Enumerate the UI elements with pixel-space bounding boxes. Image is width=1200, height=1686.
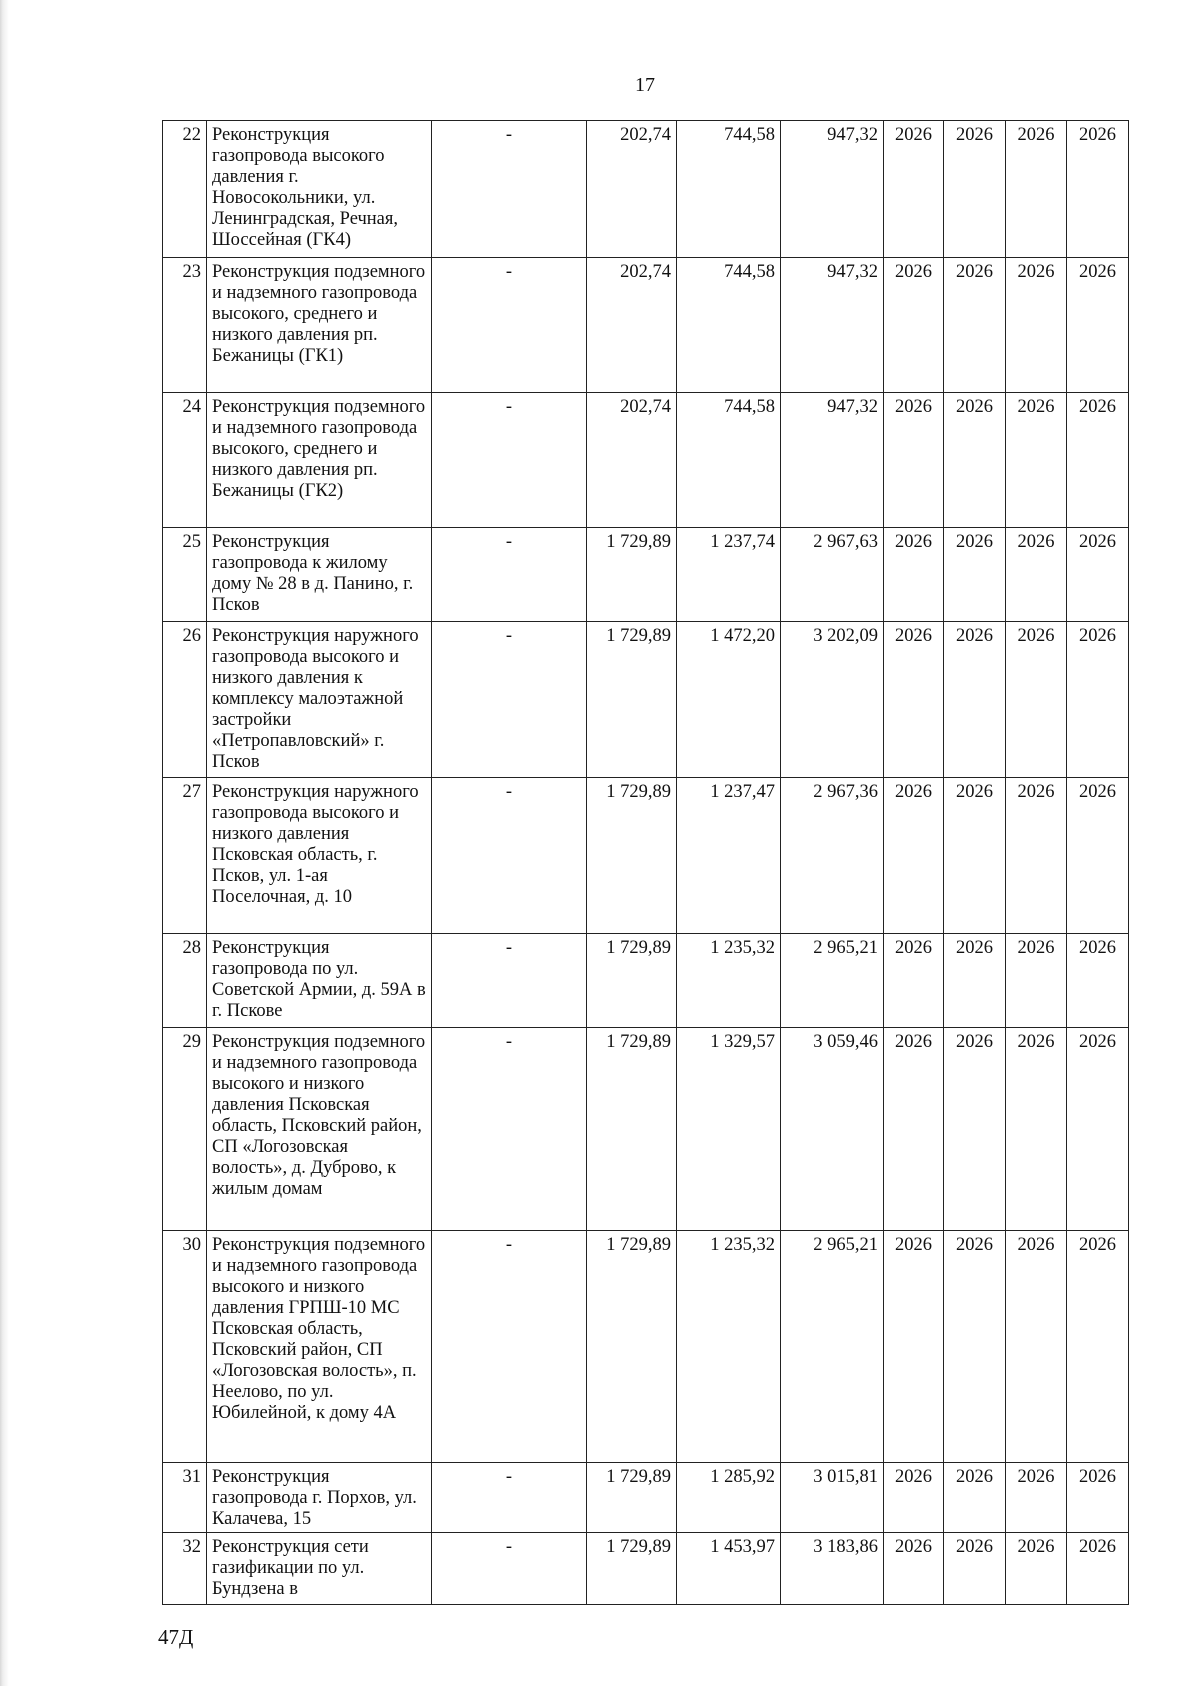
value-cell: 744,58 xyxy=(677,258,781,393)
empty-value-dash: - xyxy=(432,528,587,622)
value-cell: 1 729,89 xyxy=(587,528,677,622)
total-cell: 3 059,46 xyxy=(781,1028,884,1231)
year-cell: 2026 xyxy=(1067,393,1129,528)
year-cell: 2026 xyxy=(944,1028,1006,1231)
row-number: 31 xyxy=(163,1463,207,1533)
year-cell: 2026 xyxy=(884,393,944,528)
scan-edge xyxy=(0,0,10,1686)
empty-value-dash: - xyxy=(432,258,587,393)
table-row xyxy=(163,934,1129,1028)
year-cell: 2026 xyxy=(1006,1231,1067,1463)
year-cell: 2026 xyxy=(1006,393,1067,528)
value-cell: 1 329,57 xyxy=(677,1028,781,1231)
year-cell: 2026 xyxy=(1067,1231,1129,1463)
total-cell: 2 965,21 xyxy=(781,1231,884,1463)
year-cell: 2026 xyxy=(944,1533,1006,1605)
year-cell: 2026 xyxy=(1067,1533,1129,1605)
year-cell: 2026 xyxy=(1006,1463,1067,1533)
year-cell: 2026 xyxy=(1067,121,1129,258)
empty-value-dash: - xyxy=(432,393,587,528)
year-cell: 2026 xyxy=(1006,121,1067,258)
total-cell: 2 967,36 xyxy=(781,778,884,934)
object-name: Реконструкция подземного и надземного газопровода высокого, среднего и низкого давления рп. Бежаницы (ГК2) xyxy=(207,393,432,528)
table-row xyxy=(163,1028,1129,1231)
total-cell: 2 965,21 xyxy=(781,934,884,1028)
year-cell: 2026 xyxy=(1067,528,1129,622)
year-cell: 2026 xyxy=(944,528,1006,622)
object-name: Реконструкция сети газификации по ул. Бундзена в xyxy=(207,1533,432,1605)
value-cell: 1 729,89 xyxy=(587,1231,677,1463)
value-cell: 1 285,92 xyxy=(677,1463,781,1533)
year-cell: 2026 xyxy=(944,258,1006,393)
table-row xyxy=(163,622,1129,778)
row-number: 22 xyxy=(163,121,207,258)
object-name: Реконструкция газопровода к жилому дому № 28 в д. Панино, г. Псков xyxy=(207,528,432,622)
footer-code: 47Д xyxy=(158,1625,194,1649)
table-row xyxy=(163,121,1129,258)
value-cell: 202,74 xyxy=(587,393,677,528)
year-cell: 2026 xyxy=(884,778,944,934)
empty-value-dash: - xyxy=(432,778,587,934)
year-cell: 2026 xyxy=(884,258,944,393)
object-name: Реконструкция подземного и надземного газопровода высокого, среднего и низкого давления рп. Бежаницы (ГК1) xyxy=(207,258,432,393)
value-cell: 1 729,89 xyxy=(587,1533,677,1605)
year-cell: 2026 xyxy=(944,778,1006,934)
row-number: 23 xyxy=(163,258,207,393)
object-name: Реконструкция подземного и надземного газопровода высокого и низкого давления Псковская область, Псковский район, СП «Логозовская волость», д. Дуброво, к жилым домам xyxy=(207,1028,432,1231)
year-cell: 2026 xyxy=(944,121,1006,258)
value-cell: 1 237,74 xyxy=(677,528,781,622)
year-cell: 2026 xyxy=(1006,1028,1067,1231)
year-cell: 2026 xyxy=(1006,622,1067,778)
table-row xyxy=(163,393,1129,528)
value-cell: 1 729,89 xyxy=(587,934,677,1028)
year-cell: 2026 xyxy=(1006,778,1067,934)
empty-value-dash: - xyxy=(432,1028,587,1231)
value-cell: 744,58 xyxy=(677,121,781,258)
empty-value-dash: - xyxy=(432,121,587,258)
year-cell: 2026 xyxy=(1067,258,1129,393)
year-cell: 2026 xyxy=(1067,1028,1129,1231)
value-cell: 202,74 xyxy=(587,121,677,258)
year-cell: 2026 xyxy=(944,622,1006,778)
empty-value-dash: - xyxy=(432,1231,587,1463)
value-cell: 1 729,89 xyxy=(587,1463,677,1533)
total-cell: 947,32 xyxy=(781,121,884,258)
year-cell: 2026 xyxy=(884,622,944,778)
object-name: Реконструкция газопровода г. Порхов, ул. Калачева, 15 xyxy=(207,1463,432,1533)
value-cell: 1 472,20 xyxy=(677,622,781,778)
total-cell: 3 015,81 xyxy=(781,1463,884,1533)
value-cell: 1 235,32 xyxy=(677,934,781,1028)
year-cell: 2026 xyxy=(1067,622,1129,778)
row-number: 28 xyxy=(163,934,207,1028)
year-cell: 2026 xyxy=(944,934,1006,1028)
object-name: Реконструкция наружного газопровода высокого и низкого давления Псковская область, г. Псков, ул. 1-ая Поселочная, д. 10 xyxy=(207,778,432,934)
row-number: 26 xyxy=(163,622,207,778)
year-cell: 2026 xyxy=(884,121,944,258)
year-cell: 2026 xyxy=(884,1231,944,1463)
year-cell: 2026 xyxy=(944,1463,1006,1533)
table-row xyxy=(163,1231,1129,1463)
row-number: 25 xyxy=(163,528,207,622)
value-cell: 202,74 xyxy=(587,258,677,393)
year-cell: 2026 xyxy=(1067,1463,1129,1533)
year-cell: 2026 xyxy=(1006,528,1067,622)
row-number: 32 xyxy=(163,1533,207,1605)
empty-value-dash: - xyxy=(432,1533,587,1605)
year-cell: 2026 xyxy=(884,1028,944,1231)
year-cell: 2026 xyxy=(884,1533,944,1605)
year-cell: 2026 xyxy=(1006,258,1067,393)
objects-table xyxy=(162,120,1129,1605)
year-cell: 2026 xyxy=(1006,934,1067,1028)
total-cell: 947,32 xyxy=(781,258,884,393)
value-cell: 1 729,89 xyxy=(587,622,677,778)
object-name: Реконструкция газопровода по ул. Советской Армии, д. 59А в г. Пскове xyxy=(207,934,432,1028)
value-cell: 1 237,47 xyxy=(677,778,781,934)
table-row xyxy=(163,258,1129,393)
row-number: 29 xyxy=(163,1028,207,1231)
table-row xyxy=(163,778,1129,934)
total-cell: 3 183,86 xyxy=(781,1533,884,1605)
object-name: Реконструкция газопровода высокого давления г. Новосокольники, ул. Ленинградская, Речная, Шоссейная (ГК4) xyxy=(207,121,432,258)
value-cell: 1 729,89 xyxy=(587,1028,677,1231)
year-cell: 2026 xyxy=(1067,778,1129,934)
year-cell: 2026 xyxy=(944,1231,1006,1463)
page-number: 17 xyxy=(635,74,655,96)
value-cell: 1 235,32 xyxy=(677,1231,781,1463)
row-number: 24 xyxy=(163,393,207,528)
object-name: Реконструкция наружного газопровода высокого и низкого давления к комплексу малоэтажной застройки «Петропавловский» г. Псков xyxy=(207,622,432,778)
total-cell: 3 202,09 xyxy=(781,622,884,778)
year-cell: 2026 xyxy=(884,934,944,1028)
total-cell: 2 967,63 xyxy=(781,528,884,622)
table-row xyxy=(163,1533,1129,1605)
year-cell: 2026 xyxy=(1067,934,1129,1028)
row-number: 27 xyxy=(163,778,207,934)
empty-value-dash: - xyxy=(432,1463,587,1533)
table-row xyxy=(163,528,1129,622)
row-number: 30 xyxy=(163,1231,207,1463)
total-cell: 947,32 xyxy=(781,393,884,528)
table-row xyxy=(163,1463,1129,1533)
object-name: Реконструкция подземного и надземного газопровода высокого и низкого давления ГРПШ-10 МС Псковская область, Псковский район, СП «Логозовская волость», п. Неелово, по ул. Юбилейной, к дому 4А xyxy=(207,1231,432,1463)
value-cell: 1 729,89 xyxy=(587,778,677,934)
year-cell: 2026 xyxy=(1006,1533,1067,1605)
value-cell: 744,58 xyxy=(677,393,781,528)
year-cell: 2026 xyxy=(884,1463,944,1533)
empty-value-dash: - xyxy=(432,934,587,1028)
year-cell: 2026 xyxy=(944,393,1006,528)
year-cell: 2026 xyxy=(884,528,944,622)
value-cell: 1 453,97 xyxy=(677,1533,781,1605)
empty-value-dash: - xyxy=(432,622,587,778)
